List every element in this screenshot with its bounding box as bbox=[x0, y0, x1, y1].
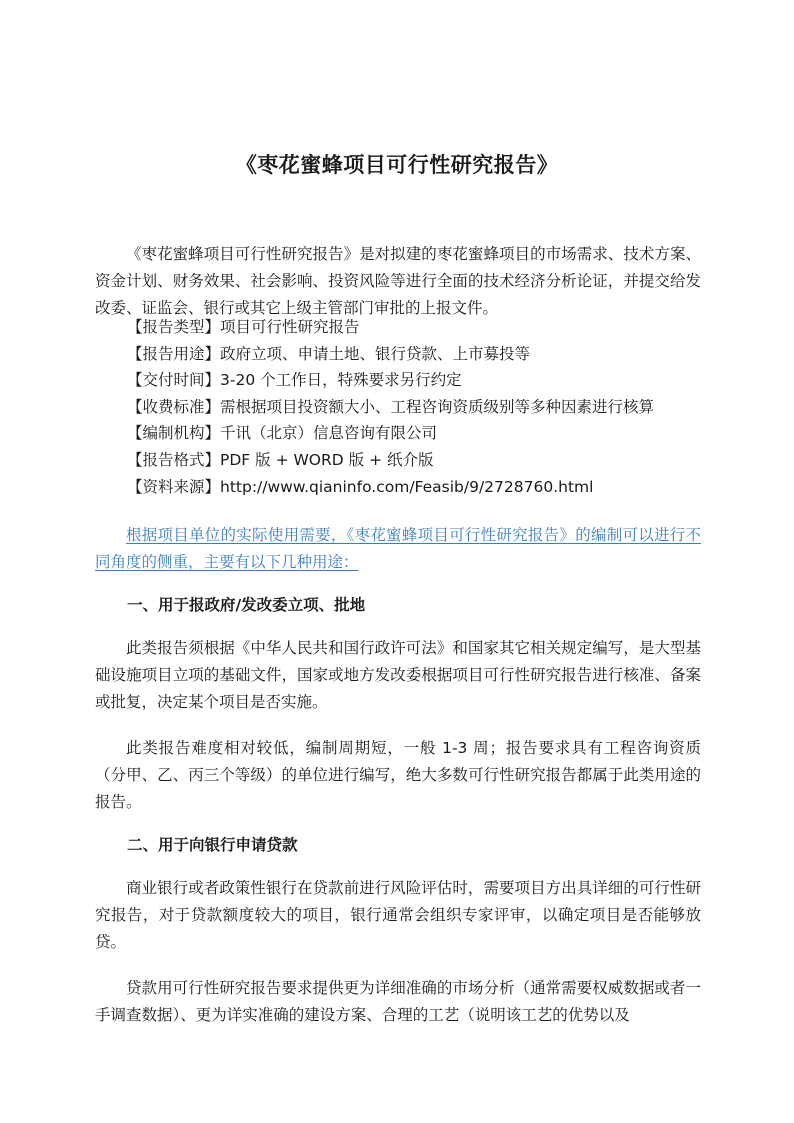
info-item-fee-standard bbox=[127, 394, 727, 421]
info-item-report-format bbox=[127, 447, 727, 474]
info-value: 千讯（北京）信息咨询有限公司 bbox=[220, 424, 438, 443]
info-value: 项目可行性研究报告 bbox=[220, 318, 360, 336]
section-1-paragraph-2: 此类报告难度相对较低，编制周期短，一般 1-3 周；报告要求具有工程咨询资质（分甲、乙、丙三个等级）的单位进行编写，绝大多数可行性研究报告都属于此类用途的报告。 bbox=[95, 739, 701, 811]
document-title: 《枣花蜜蜂项目可行性研究报告》 bbox=[235, 153, 559, 177]
info-item-report-type bbox=[127, 314, 727, 341]
info-label: 【资料来源】 bbox=[127, 477, 221, 496]
section-1-heading: 一、用于报政府/发改委立项、批地 bbox=[127, 596, 366, 614]
info-value: 政府立项、申请土地、银行贷款、上市募投等 bbox=[220, 344, 531, 363]
info-value: 需根据项目投资额大小、工程咨询资质级别等多种因素进行核算 bbox=[220, 397, 655, 416]
source-url: http://www.qianinfo.com/Feasib/9/2728760.html bbox=[220, 477, 594, 496]
info-label: 【报告类型】 bbox=[127, 318, 221, 336]
section-2-heading: 二、用于向银行申请贷款 bbox=[127, 836, 298, 854]
section-2-paragraph-1: 商业银行或者政策性银行在贷款前进行风险评估时，需要项目方出具详细的可行性研究报告，对于贷款额度较大的项目，银行通常会组织专家评审，以确定项目是否能够放贷。 bbox=[95, 879, 701, 951]
info-label: 【报告格式】 bbox=[127, 450, 221, 469]
intro-paragraph: 《枣花蜜蜂项目可行性研究报告》是对拟建的枣花蜜蜂项目的市场需求、技术方案、资金计划、财务效果、社会影响、投资风险等进行全面的技术经济分析论证，并提交给发改委、证监会、银行或其它上级主管部门审批的上报文件。 bbox=[95, 245, 701, 317]
section-1-paragraph-1: 此类报告须根据《中华人民共和国行政许可法》和国家其它相关规定编写，是大型基础设施项目立项的基础文件，国家或地方发改委根据项目可行性研究报告进行核准、备案或批复，决定某个项目是否实施。 bbox=[95, 639, 701, 711]
info-label: 【报告用途】 bbox=[127, 344, 221, 363]
info-label: 【编制机构】 bbox=[127, 424, 221, 443]
info-value: 3-20 个工作日，特殊要求另行约定 bbox=[220, 371, 462, 390]
info-item-organization bbox=[127, 420, 727, 447]
usage-intro-link[interactable]: 根据项目单位的实际使用需要，《枣花蜜蜂项目可行性研究报告》的编制可以进行不同角度的侧重，主要有以下几种用途： bbox=[95, 526, 701, 571]
info-label: 【交付时间】 bbox=[127, 371, 221, 390]
section-2-paragraph-2: 贷款用可行性研究报告要求提供更为详细准确的市场分析（通常需要权威数据或者一手调查数据）、更为详实准确的建设方案、合理的工艺（说明该工艺的优势以及 bbox=[95, 979, 701, 1024]
info-item-report-usage bbox=[127, 341, 727, 368]
report-info-list bbox=[127, 314, 727, 500]
info-item-delivery-time bbox=[127, 367, 727, 394]
info-item-data-source bbox=[127, 474, 727, 501]
info-value: PDF 版 + WORD 版 + 纸介版 bbox=[220, 450, 434, 469]
info-label: 【收费标准】 bbox=[127, 397, 221, 416]
